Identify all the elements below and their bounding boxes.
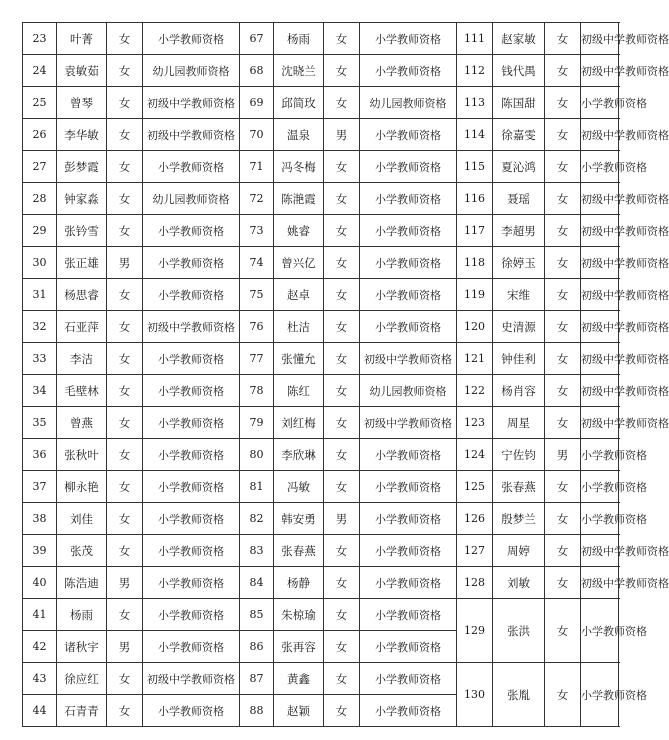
cell-name: 杨静 (274, 567, 324, 599)
cell-name: 李超男 (493, 215, 545, 247)
cell-qualification: 小学教师资格 (143, 567, 240, 599)
cell-qualification: 小学教师资格 (360, 247, 457, 279)
cell-name: 史清源 (493, 311, 545, 343)
table-row (23, 311, 619, 343)
cell-name: 钟家淼 (57, 183, 107, 215)
cell-name: 赵颖 (274, 695, 324, 727)
cell-name: 赵家敏 (493, 23, 545, 55)
cell-row-number: 68 (240, 55, 274, 87)
cell-name: 张再容 (274, 631, 324, 663)
cell-row-number: 37 (23, 471, 57, 503)
table-row (23, 407, 619, 439)
cell-row-number: 121 (457, 343, 493, 375)
cell-row-number: 32 (23, 311, 57, 343)
table-row (23, 23, 619, 55)
cell-row-number: 40 (23, 567, 57, 599)
cell-gender: 女 (107, 279, 143, 311)
cell-row-number: 25 (23, 87, 57, 119)
cell-row-number: 41 (23, 599, 57, 631)
cell-qualification: 小学教师资格 (143, 375, 240, 407)
cell-qualification: 小学教师资格 (581, 471, 619, 503)
cell-row-number: 69 (240, 87, 274, 119)
cell-gender: 女 (324, 55, 360, 87)
cell-gender: 男 (324, 119, 360, 151)
table-row (23, 55, 619, 87)
table-row (23, 663, 619, 695)
cell-name: 张胤 (493, 663, 545, 727)
cell-row-number: 128 (457, 567, 493, 599)
cell-row-number: 26 (23, 119, 57, 151)
cell-row-number: 126 (457, 503, 493, 535)
cell-qualification: 小学教师资格 (143, 631, 240, 663)
cell-qualification: 初级中学教师资格 (581, 215, 619, 247)
cell-qualification: 初级中学教师资格 (143, 87, 240, 119)
cell-row-number: 87 (240, 663, 274, 695)
cell-name: 张懂允 (274, 343, 324, 375)
cell-gender: 女 (324, 215, 360, 247)
cell-row-number: 120 (457, 311, 493, 343)
cell-name: 陈浩迪 (57, 567, 107, 599)
cell-qualification: 小学教师资格 (143, 343, 240, 375)
cell-gender: 女 (545, 343, 581, 375)
cell-name: 叶菁 (57, 23, 107, 55)
cell-row-number: 35 (23, 407, 57, 439)
cell-name: 徐应红 (57, 663, 107, 695)
table-row (23, 567, 619, 599)
cell-row-number: 36 (23, 439, 57, 471)
cell-row-number: 79 (240, 407, 274, 439)
cell-name: 李洁 (57, 343, 107, 375)
cell-qualification: 初级中学教师资格 (581, 55, 619, 87)
table-row (23, 279, 619, 311)
table-row (23, 183, 619, 215)
cell-name: 徐嘉雯 (493, 119, 545, 151)
cell-name: 张茂 (57, 535, 107, 567)
cell-name: 杜洁 (274, 311, 324, 343)
cell-row-number: 77 (240, 343, 274, 375)
cell-gender: 女 (545, 215, 581, 247)
cell-gender: 男 (324, 503, 360, 535)
cell-row-number: 34 (23, 375, 57, 407)
cell-gender: 女 (545, 183, 581, 215)
cell-row-number: 39 (23, 535, 57, 567)
cell-qualification: 小学教师资格 (360, 503, 457, 535)
cell-row-number: 124 (457, 439, 493, 471)
cell-qualification: 小学教师资格 (360, 119, 457, 151)
cell-name: 夏沁鸿 (493, 151, 545, 183)
cell-qualification: 小学教师资格 (360, 55, 457, 87)
cell-name: 沈晓兰 (274, 55, 324, 87)
cell-row-number: 42 (23, 631, 57, 663)
cell-qualification: 小学教师资格 (143, 247, 240, 279)
cell-gender: 女 (324, 599, 360, 631)
cell-gender: 女 (545, 55, 581, 87)
cell-qualification: 初级中学教师资格 (581, 567, 619, 599)
cell-gender: 女 (324, 279, 360, 311)
cell-row-number: 70 (240, 119, 274, 151)
table-row (23, 87, 619, 119)
cell-name: 周星 (493, 407, 545, 439)
cell-gender: 女 (107, 119, 143, 151)
cell-gender: 女 (107, 55, 143, 87)
cell-gender: 女 (107, 151, 143, 183)
cell-row-number: 44 (23, 695, 57, 727)
cell-gender: 女 (545, 535, 581, 567)
cell-qualification: 小学教师资格 (360, 535, 457, 567)
table-row (23, 471, 619, 503)
cell-qualification: 小学教师资格 (581, 439, 619, 471)
cell-name: 杨肖容 (493, 375, 545, 407)
cell-gender: 男 (107, 567, 143, 599)
cell-qualification: 小学教师资格 (143, 151, 240, 183)
cell-row-number: 82 (240, 503, 274, 535)
cell-gender: 女 (545, 567, 581, 599)
cell-gender: 女 (324, 151, 360, 183)
cell-qualification: 初级中学教师资格 (581, 375, 619, 407)
cell-row-number: 115 (457, 151, 493, 183)
cell-qualification: 初级中学教师资格 (581, 279, 619, 311)
cell-qualification: 幼儿园教师资格 (360, 87, 457, 119)
cell-name: 钟佳利 (493, 343, 545, 375)
cell-row-number: 43 (23, 663, 57, 695)
cell-row-number: 114 (457, 119, 493, 151)
cell-name: 陈滟霞 (274, 183, 324, 215)
cell-row-number: 27 (23, 151, 57, 183)
cell-gender: 女 (107, 87, 143, 119)
cell-qualification: 小学教师资格 (143, 535, 240, 567)
cell-name: 袁敏茹 (57, 55, 107, 87)
cell-qualification: 初级中学教师资格 (143, 311, 240, 343)
cell-qualification: 小学教师资格 (360, 631, 457, 663)
cell-qualification: 小学教师资格 (581, 87, 619, 119)
cell-qualification: 小学教师资格 (143, 471, 240, 503)
cell-qualification: 小学教师资格 (360, 279, 457, 311)
cell-name: 宋维 (493, 279, 545, 311)
cell-name: 张春燕 (274, 535, 324, 567)
cell-name: 宁佐钧 (493, 439, 545, 471)
cell-gender: 女 (107, 23, 143, 55)
table-row (23, 343, 619, 375)
cell-qualification: 小学教师资格 (581, 151, 619, 183)
cell-gender: 男 (545, 439, 581, 471)
cell-gender: 女 (324, 183, 360, 215)
cell-row-number: 72 (240, 183, 274, 215)
cell-row-number: 86 (240, 631, 274, 663)
cell-name: 聂瑶 (493, 183, 545, 215)
cell-row-number: 127 (457, 535, 493, 567)
cell-name: 姚睿 (274, 215, 324, 247)
cell-gender: 男 (107, 631, 143, 663)
cell-gender: 女 (545, 663, 581, 727)
cell-row-number: 84 (240, 567, 274, 599)
cell-name: 张春燕 (493, 471, 545, 503)
cell-gender: 女 (545, 407, 581, 439)
cell-gender: 女 (324, 407, 360, 439)
cell-row-number: 78 (240, 375, 274, 407)
cell-qualification: 初级中学教师资格 (581, 247, 619, 279)
cell-gender: 女 (107, 375, 143, 407)
cell-row-number: 74 (240, 247, 274, 279)
cell-name: 赵卓 (274, 279, 324, 311)
cell-gender: 女 (324, 663, 360, 695)
cell-qualification: 幼儿园教师资格 (143, 183, 240, 215)
table-row (23, 503, 619, 535)
cell-gender: 女 (545, 87, 581, 119)
cell-name: 曾琴 (57, 87, 107, 119)
cell-row-number: 83 (240, 535, 274, 567)
cell-name: 张洪 (493, 599, 545, 663)
cell-qualification: 幼儿园教师资格 (360, 375, 457, 407)
cell-qualification: 小学教师资格 (143, 23, 240, 55)
table-row (23, 247, 619, 279)
cell-gender: 女 (324, 631, 360, 663)
cell-name: 冯敏 (274, 471, 324, 503)
cell-qualification: 小学教师资格 (360, 599, 457, 631)
cell-name: 徐婷玉 (493, 247, 545, 279)
cell-gender: 女 (107, 471, 143, 503)
cell-qualification: 小学教师资格 (360, 23, 457, 55)
cell-qualification: 初级中学教师资格 (581, 183, 619, 215)
cell-name: 曾燕 (57, 407, 107, 439)
cell-name: 毛壁林 (57, 375, 107, 407)
cell-qualification: 小学教师资格 (360, 311, 457, 343)
cell-row-number: 129 (457, 599, 493, 663)
cell-qualification: 小学教师资格 (360, 567, 457, 599)
cell-qualification: 小学教师资格 (143, 695, 240, 727)
cell-name: 韩安勇 (274, 503, 324, 535)
cell-qualification: 初级中学教师资格 (581, 119, 619, 151)
cell-gender: 女 (324, 439, 360, 471)
cell-gender: 女 (545, 23, 581, 55)
cell-name: 钱代禺 (493, 55, 545, 87)
cell-gender: 女 (107, 663, 143, 695)
cell-qualification: 初级中学教师资格 (581, 311, 619, 343)
cell-row-number: 116 (457, 183, 493, 215)
table-row (23, 439, 619, 471)
cell-gender: 女 (324, 567, 360, 599)
cell-name: 刘佳 (57, 503, 107, 535)
qualification-roster-table (22, 22, 669, 727)
table-row (23, 215, 619, 247)
cell-qualification: 初级中学教师资格 (581, 407, 619, 439)
cell-gender: 女 (545, 503, 581, 535)
cell-name: 陈国甜 (493, 87, 545, 119)
cell-gender: 女 (324, 311, 360, 343)
cell-gender: 女 (107, 695, 143, 727)
cell-gender: 女 (545, 119, 581, 151)
cell-qualification: 小学教师资格 (143, 279, 240, 311)
cell-name: 黄鑫 (274, 663, 324, 695)
cell-qualification: 初级中学教师资格 (581, 23, 619, 55)
cell-name: 杨思睿 (57, 279, 107, 311)
cell-qualification: 小学教师资格 (143, 407, 240, 439)
cell-name: 张钤雪 (57, 215, 107, 247)
cell-name: 陈红 (274, 375, 324, 407)
cell-qualification: 小学教师资格 (581, 663, 619, 727)
cell-gender: 女 (324, 247, 360, 279)
cell-gender: 女 (545, 311, 581, 343)
cell-name: 诸秋宇 (57, 631, 107, 663)
cell-row-number: 33 (23, 343, 57, 375)
cell-gender: 男 (107, 247, 143, 279)
cell-gender: 女 (107, 439, 143, 471)
cell-row-number: 30 (23, 247, 57, 279)
cell-gender: 女 (107, 183, 143, 215)
cell-gender: 女 (324, 535, 360, 567)
cell-qualification: 小学教师资格 (581, 599, 619, 663)
cell-qualification: 小学教师资格 (360, 151, 457, 183)
cell-gender: 女 (107, 311, 143, 343)
cell-qualification: 小学教师资格 (360, 663, 457, 695)
cell-gender: 女 (107, 343, 143, 375)
cell-name: 李华敏 (57, 119, 107, 151)
cell-row-number: 23 (23, 23, 57, 55)
cell-qualification: 小学教师资格 (143, 439, 240, 471)
cell-gender: 女 (545, 471, 581, 503)
cell-gender: 女 (324, 87, 360, 119)
table-row (23, 119, 619, 151)
cell-row-number: 29 (23, 215, 57, 247)
cell-row-number: 125 (457, 471, 493, 503)
cell-row-number: 76 (240, 311, 274, 343)
cell-qualification: 初级中学教师资格 (143, 663, 240, 695)
cell-row-number: 38 (23, 503, 57, 535)
cell-row-number: 113 (457, 87, 493, 119)
cell-gender: 女 (324, 23, 360, 55)
cell-gender: 女 (107, 599, 143, 631)
cell-qualification: 初级中学教师资格 (360, 343, 457, 375)
cell-row-number: 71 (240, 151, 274, 183)
cell-qualification: 初级中学教师资格 (581, 535, 619, 567)
cell-qualification: 小学教师资格 (360, 471, 457, 503)
cell-gender: 女 (545, 247, 581, 279)
cell-row-number: 130 (457, 663, 493, 727)
cell-row-number: 119 (457, 279, 493, 311)
cell-qualification: 小学教师资格 (143, 215, 240, 247)
cell-qualification: 幼儿园教师资格 (143, 55, 240, 87)
cell-row-number: 80 (240, 439, 274, 471)
cell-name: 殷梦兰 (493, 503, 545, 535)
cell-row-number: 88 (240, 695, 274, 727)
cell-row-number: 31 (23, 279, 57, 311)
cell-name: 杨雨 (57, 599, 107, 631)
cell-qualification: 小学教师资格 (360, 695, 457, 727)
cell-name: 张秋叶 (57, 439, 107, 471)
cell-name: 邱简玫 (274, 87, 324, 119)
cell-qualification: 小学教师资格 (581, 503, 619, 535)
cell-name: 温泉 (274, 119, 324, 151)
cell-row-number: 81 (240, 471, 274, 503)
cell-qualification: 初级中学教师资格 (360, 407, 457, 439)
cell-row-number: 111 (457, 23, 493, 55)
cell-name: 石青青 (57, 695, 107, 727)
table-row (23, 599, 619, 631)
cell-row-number: 118 (457, 247, 493, 279)
cell-name: 冯冬梅 (274, 151, 324, 183)
cell-name: 李欣琳 (274, 439, 324, 471)
cell-gender: 女 (545, 279, 581, 311)
cell-row-number: 24 (23, 55, 57, 87)
cell-name: 柳永艳 (57, 471, 107, 503)
cell-row-number: 117 (457, 215, 493, 247)
cell-gender: 女 (324, 471, 360, 503)
cell-qualification: 小学教师资格 (360, 183, 457, 215)
cell-row-number: 28 (23, 183, 57, 215)
cell-gender: 女 (107, 215, 143, 247)
cell-gender: 女 (545, 599, 581, 663)
cell-qualification: 初级中学教师资格 (581, 343, 619, 375)
cell-row-number: 123 (457, 407, 493, 439)
cell-qualification: 小学教师资格 (360, 439, 457, 471)
cell-gender: 女 (324, 695, 360, 727)
cell-name: 彭梦霞 (57, 151, 107, 183)
cell-gender: 女 (324, 343, 360, 375)
roster-body (23, 23, 669, 727)
cell-row-number: 112 (457, 55, 493, 87)
cell-gender: 女 (324, 375, 360, 407)
cell-gender: 女 (545, 375, 581, 407)
cell-name: 刘红梅 (274, 407, 324, 439)
cell-row-number: 122 (457, 375, 493, 407)
cell-name: 朱椋瑜 (274, 599, 324, 631)
cell-qualification: 初级中学教师资格 (143, 119, 240, 151)
cell-qualification: 小学教师资格 (360, 215, 457, 247)
cell-name: 石亚萍 (57, 311, 107, 343)
cell-gender: 女 (107, 407, 143, 439)
cell-gender: 女 (107, 503, 143, 535)
cell-name: 刘敏 (493, 567, 545, 599)
cell-row-number: 75 (240, 279, 274, 311)
cell-name: 周婷 (493, 535, 545, 567)
cell-row-number: 67 (240, 23, 274, 55)
cell-gender: 女 (545, 151, 581, 183)
cell-row-number: 73 (240, 215, 274, 247)
cell-name: 杨雨 (274, 23, 324, 55)
cell-qualification: 小学教师资格 (143, 599, 240, 631)
cell-qualification: 小学教师资格 (143, 503, 240, 535)
cell-name: 曾兴亿 (274, 247, 324, 279)
table-row (23, 151, 619, 183)
table-row (23, 375, 619, 407)
table-row (23, 535, 619, 567)
cell-row-number: 85 (240, 599, 274, 631)
cell-name: 张正雄 (57, 247, 107, 279)
cell-gender: 女 (107, 535, 143, 567)
